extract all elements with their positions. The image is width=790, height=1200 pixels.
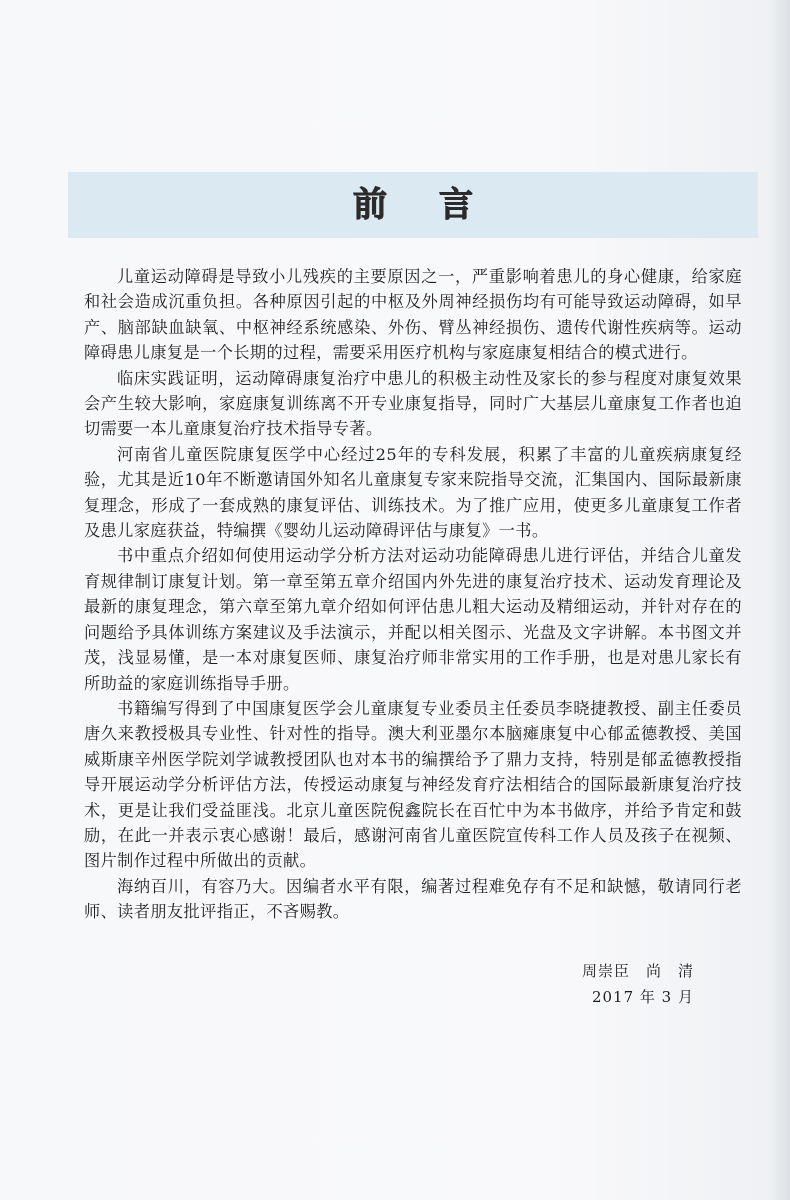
paragraph-5: 书籍编写得到了中国康复医学会儿童康复专业委员主任委员李晓捷教授、副主任委员唐久来教授极具专业性、针对性的指导。澳大利亚墨尔本脑瘫康复中心郁孟德教授、美国威斯康辛州医学院刘学诚教授团队也对本书的编撰给予了鼎力支持，特别是郁孟德教授指导开展运动学分析评估方法，传授运动康复与神经发育疗法相结合的国际最新康复治疗技术，更是让我们受益匪浅。北京儿童医院倪鑫院长在百忙中为本书做序，并给予肯定和鼓励，在此一并表示衷心感谢！最后，感谢河南省儿童医院宣传科工作人员及孩子在视频、图片制作过程中所做出的贡献。	[84, 698, 742, 871]
paragraph-4: 书中重点介绍如何使用运动学分析方法对运动功能障碍患儿进行评估，并结合儿童发育规律制订康复计划。第一章至第五章介绍国内外先进的康复治疗技术、运动发育理论及最新的康复理念，第六章至第九章介绍如何评估患儿粗大运动及精细运动，并针对存在的问题给予具体训练方案建议及手法演示，并配以相关图示、光盘及文字讲解。本书图文并茂，浅显易懂，是一本对康复医师、康复治疗师非常实用的工作手册，也是对患儿家长有所助益的家庭训练指导手册。	[84, 546, 742, 693]
paragraph-1: 儿童运动障碍是导致小儿残疾的主要原因之一，严重影响着患儿的身心健康，给家庭和社会造成沉重负担。各种原因引起的中枢及外周神经损伤均有可能导致运动障碍，如早产、脑部缺血缺氧、中枢神经系统感染、外伤、臂丛神经损伤、遗传代谢性疾病等。运动障碍患儿康复是一个长期的过程，需要采用医疗机构与家庭康复相结合的模式进行。	[84, 267, 742, 363]
paragraph-3: 河南省儿童医院康复医学中心经过25年的专科发展，积累了丰富的儿童疾病康复经验，尤其是近10年不断邀请国外知名儿童康复专家来院指导交流，汇集国内、国际最新康复理念，形成了一套成熟的康复评估、训练技术。为了推广应用，使更多儿童康复工作者及患儿家庭获益，特编撰《婴幼儿运动障碍评估与康复》一书。	[84, 444, 742, 541]
preface-body	[84, 264, 742, 925]
signature-date: 2017 年 3 月	[591, 988, 694, 1006]
paragraph-6: 海纳百川，有容乃大。因编者水平有限，编著过程难免存有不足和缺憾，敬请同行老师、读者朋友批评指正，不吝赐教。	[84, 876, 742, 922]
signature-authors: 周崇臣 尚 清	[581, 962, 694, 980]
page-edge-shadow	[770, 0, 790, 1200]
title-banner	[68, 172, 758, 238]
page-title: 前言	[353, 185, 525, 225]
paragraph-2: 临床实践证明，运动障碍康复治疗中患儿的积极主动性及家长的参与程度对康复效果会产生较大影响，家庭康复训练离不开专业康复指导，同时广大基层儿童康复工作者也迫切需要一本儿童康复治疗技术指导专著。	[84, 368, 742, 439]
